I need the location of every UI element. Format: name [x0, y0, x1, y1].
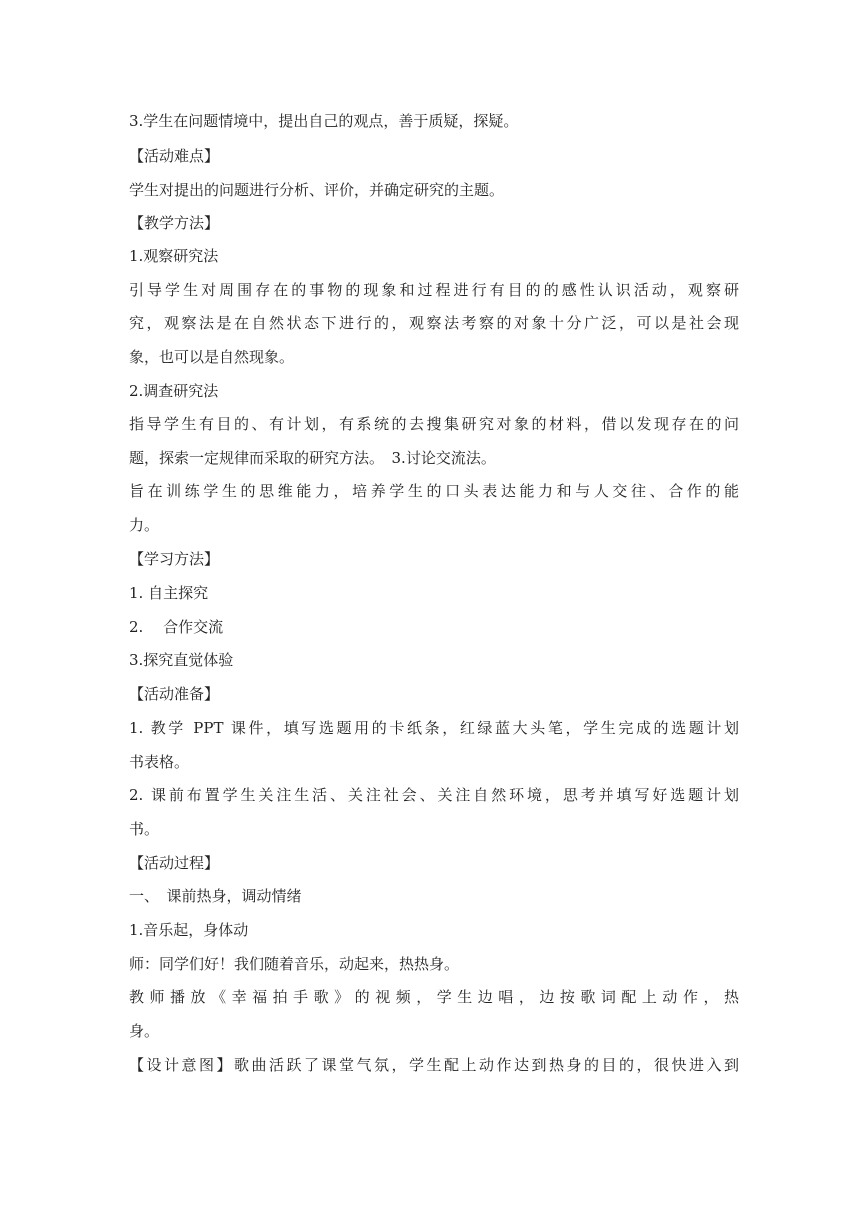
text-line: 象，也可以是自然现象。	[129, 348, 295, 366]
text-line: 学生对提出的问题进行分析、评价，并确定研究的主题。	[129, 181, 505, 199]
text-line: 一、 课前热身，调动情绪	[129, 887, 302, 905]
text-line: 题，探索一定规律而采取的研究方法。 3.讨论交流法。	[129, 449, 496, 467]
text-line: 2.调查研究法	[129, 382, 219, 400]
text-line: 1. 自主探究	[129, 584, 209, 602]
section-heading: 【活动过程】	[129, 854, 220, 872]
text-line: 3.探究直觉体验	[129, 651, 234, 669]
section-heading: 【活动准备】	[129, 685, 220, 703]
text-line: 【设计意图】歌曲活跃了课堂气氛，学生配上动作达到热身的目的，很快进入到	[129, 1056, 739, 1074]
text-line: 究，观察法是在自然状态下进行的，观察法考察的对象十分广泛，可以是社会现	[129, 314, 739, 332]
text-line: 2. 合作交流	[129, 618, 224, 636]
section-heading: 【教学方法】	[129, 214, 220, 232]
text-line: 3.学生在问题情境中，提出自己的观点，善于质疑，探疑。	[129, 112, 519, 130]
section-heading: 【活动难点】	[129, 147, 220, 165]
text-line: 1.音乐起，身体动	[129, 921, 249, 939]
text-line: 师：同学们好！我们随着音乐，动起来，热热身。	[129, 955, 460, 973]
text-line: 力。	[129, 516, 160, 534]
text-line: 书表格。	[129, 753, 190, 771]
section-heading: 【学习方法】	[129, 550, 220, 568]
text-line: 身。	[129, 1022, 160, 1040]
text-line: 指导学生有目的、有计划，有系统的去搜集研究对象的材料，借以发现存在的问	[129, 415, 739, 433]
text-line: 书。	[129, 820, 160, 838]
text-line: 1.观察研究法	[129, 247, 219, 265]
text-line: 教师播放《幸福拍手歌》的视频，学生边唱，边按歌词配上动作，热	[129, 988, 739, 1006]
text-line: 1. 教学 PPT 课件，填写选题用的卡纸条，红绿蓝大头笔，学生完成的选题计划	[129, 719, 739, 737]
text-line: 旨在训练学生的思维能力，培养学生的口头表达能力和与人交往、合作的能	[129, 482, 739, 500]
text-line: 2. 课前布置学生关注生活、关注社会、关注自然环境，思考并填写好选题计划	[129, 786, 739, 804]
text-line: 引导学生对周围存在的事物的现象和过程进行有目的的感性认识活动，观察研	[129, 281, 739, 299]
